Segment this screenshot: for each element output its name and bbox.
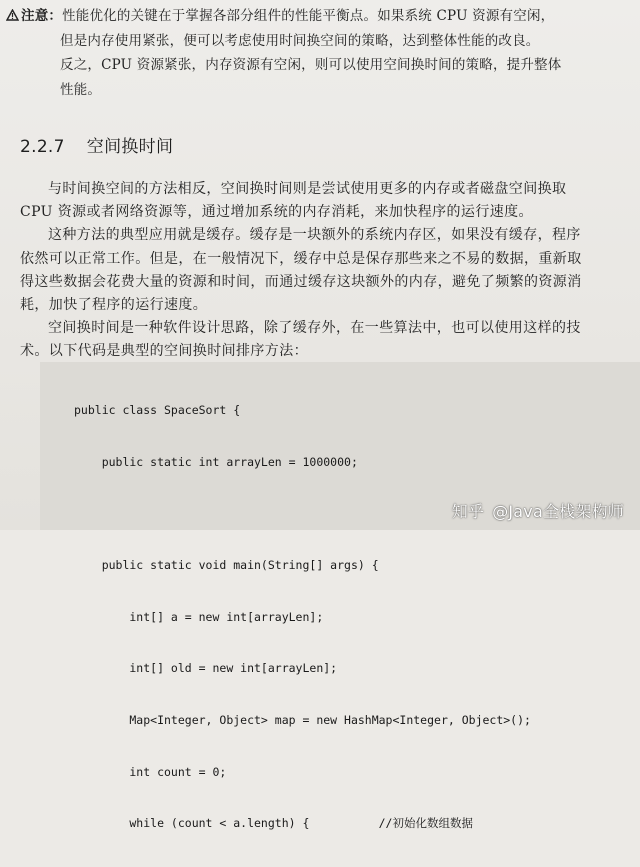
body-line: 耗，加快了程序的运行速度。	[20, 297, 208, 314]
note-line: 反之，CPU 资源紧张，内存资源有空闲，则可以使用空间换时间的策略，提升整体	[60, 57, 562, 73]
code-line: public static void main(String[] args) {	[74, 558, 379, 573]
code-line: public static int arrayLen = 1000000;	[74, 455, 358, 469]
note-line: 但是内存使用紧张，便可以考虑使用时间换空间的策略，达到整体性能的改良。	[60, 32, 540, 49]
watermark	[452, 499, 624, 522]
body-line: 这种方法的典型应用就是缓存。缓存是一块额外的系统内存区，如果没有缓存，程序	[48, 227, 581, 244]
code-line: while (count < a.length) { //初始化数组数据	[74, 816, 473, 831]
body-line: 术。以下代码是典型的空间换时间排序方法：	[20, 343, 308, 360]
section-title: 空间换时间	[86, 137, 174, 157]
code-line: Map<Integer, Object> map = new HashMap<Integer, Object>();	[74, 712, 531, 727]
body-text	[20, 178, 618, 364]
code-line: int[] old = new int[arrayLen];	[74, 661, 338, 676]
code-line: int count = 0;	[74, 764, 227, 779]
body-line: CPU 资源或者网络资源等，通过增加系统的内存消耗，来加快程序的运行速度。	[20, 204, 533, 221]
code-line: int[] a = new int[arrayLen];	[74, 609, 324, 624]
body-line: 得这些数据会花费大量的资源和时间，而通过缓存这块额外的内存，避免了频繁的资源消	[20, 273, 582, 290]
section-number: 2.2.7	[20, 137, 65, 157]
section-heading	[20, 132, 173, 157]
body-line: 依然可以正常工作。但是，在一般情况下，缓存中总是保存那些来之不易的数据，重新取	[20, 250, 582, 267]
note-label: 注意：	[21, 8, 63, 24]
note-line: 性能。	[60, 81, 102, 98]
note-line: 性能优化的关键在于掌握各部分组件的性能平衡点。如果系统 CPU 资源有空闲，	[62, 8, 555, 24]
warning-hand-icon	[6, 5, 19, 17]
body-line: 与时间换空间的方法相反，空间换时间则是尝试使用更多的内存或者磁盘空间换取	[48, 181, 567, 197]
watermark-brand: 知乎	[451, 502, 485, 521]
code-line: public class SpaceSort {	[74, 403, 241, 418]
watermark-handle: @Java全栈架构师	[492, 502, 624, 521]
note-box	[6, 4, 626, 102]
body-line: 空间换时间是一种软件设计思路，除了缓存外，在一些算法中，也可以使用这样的技	[48, 320, 581, 337]
